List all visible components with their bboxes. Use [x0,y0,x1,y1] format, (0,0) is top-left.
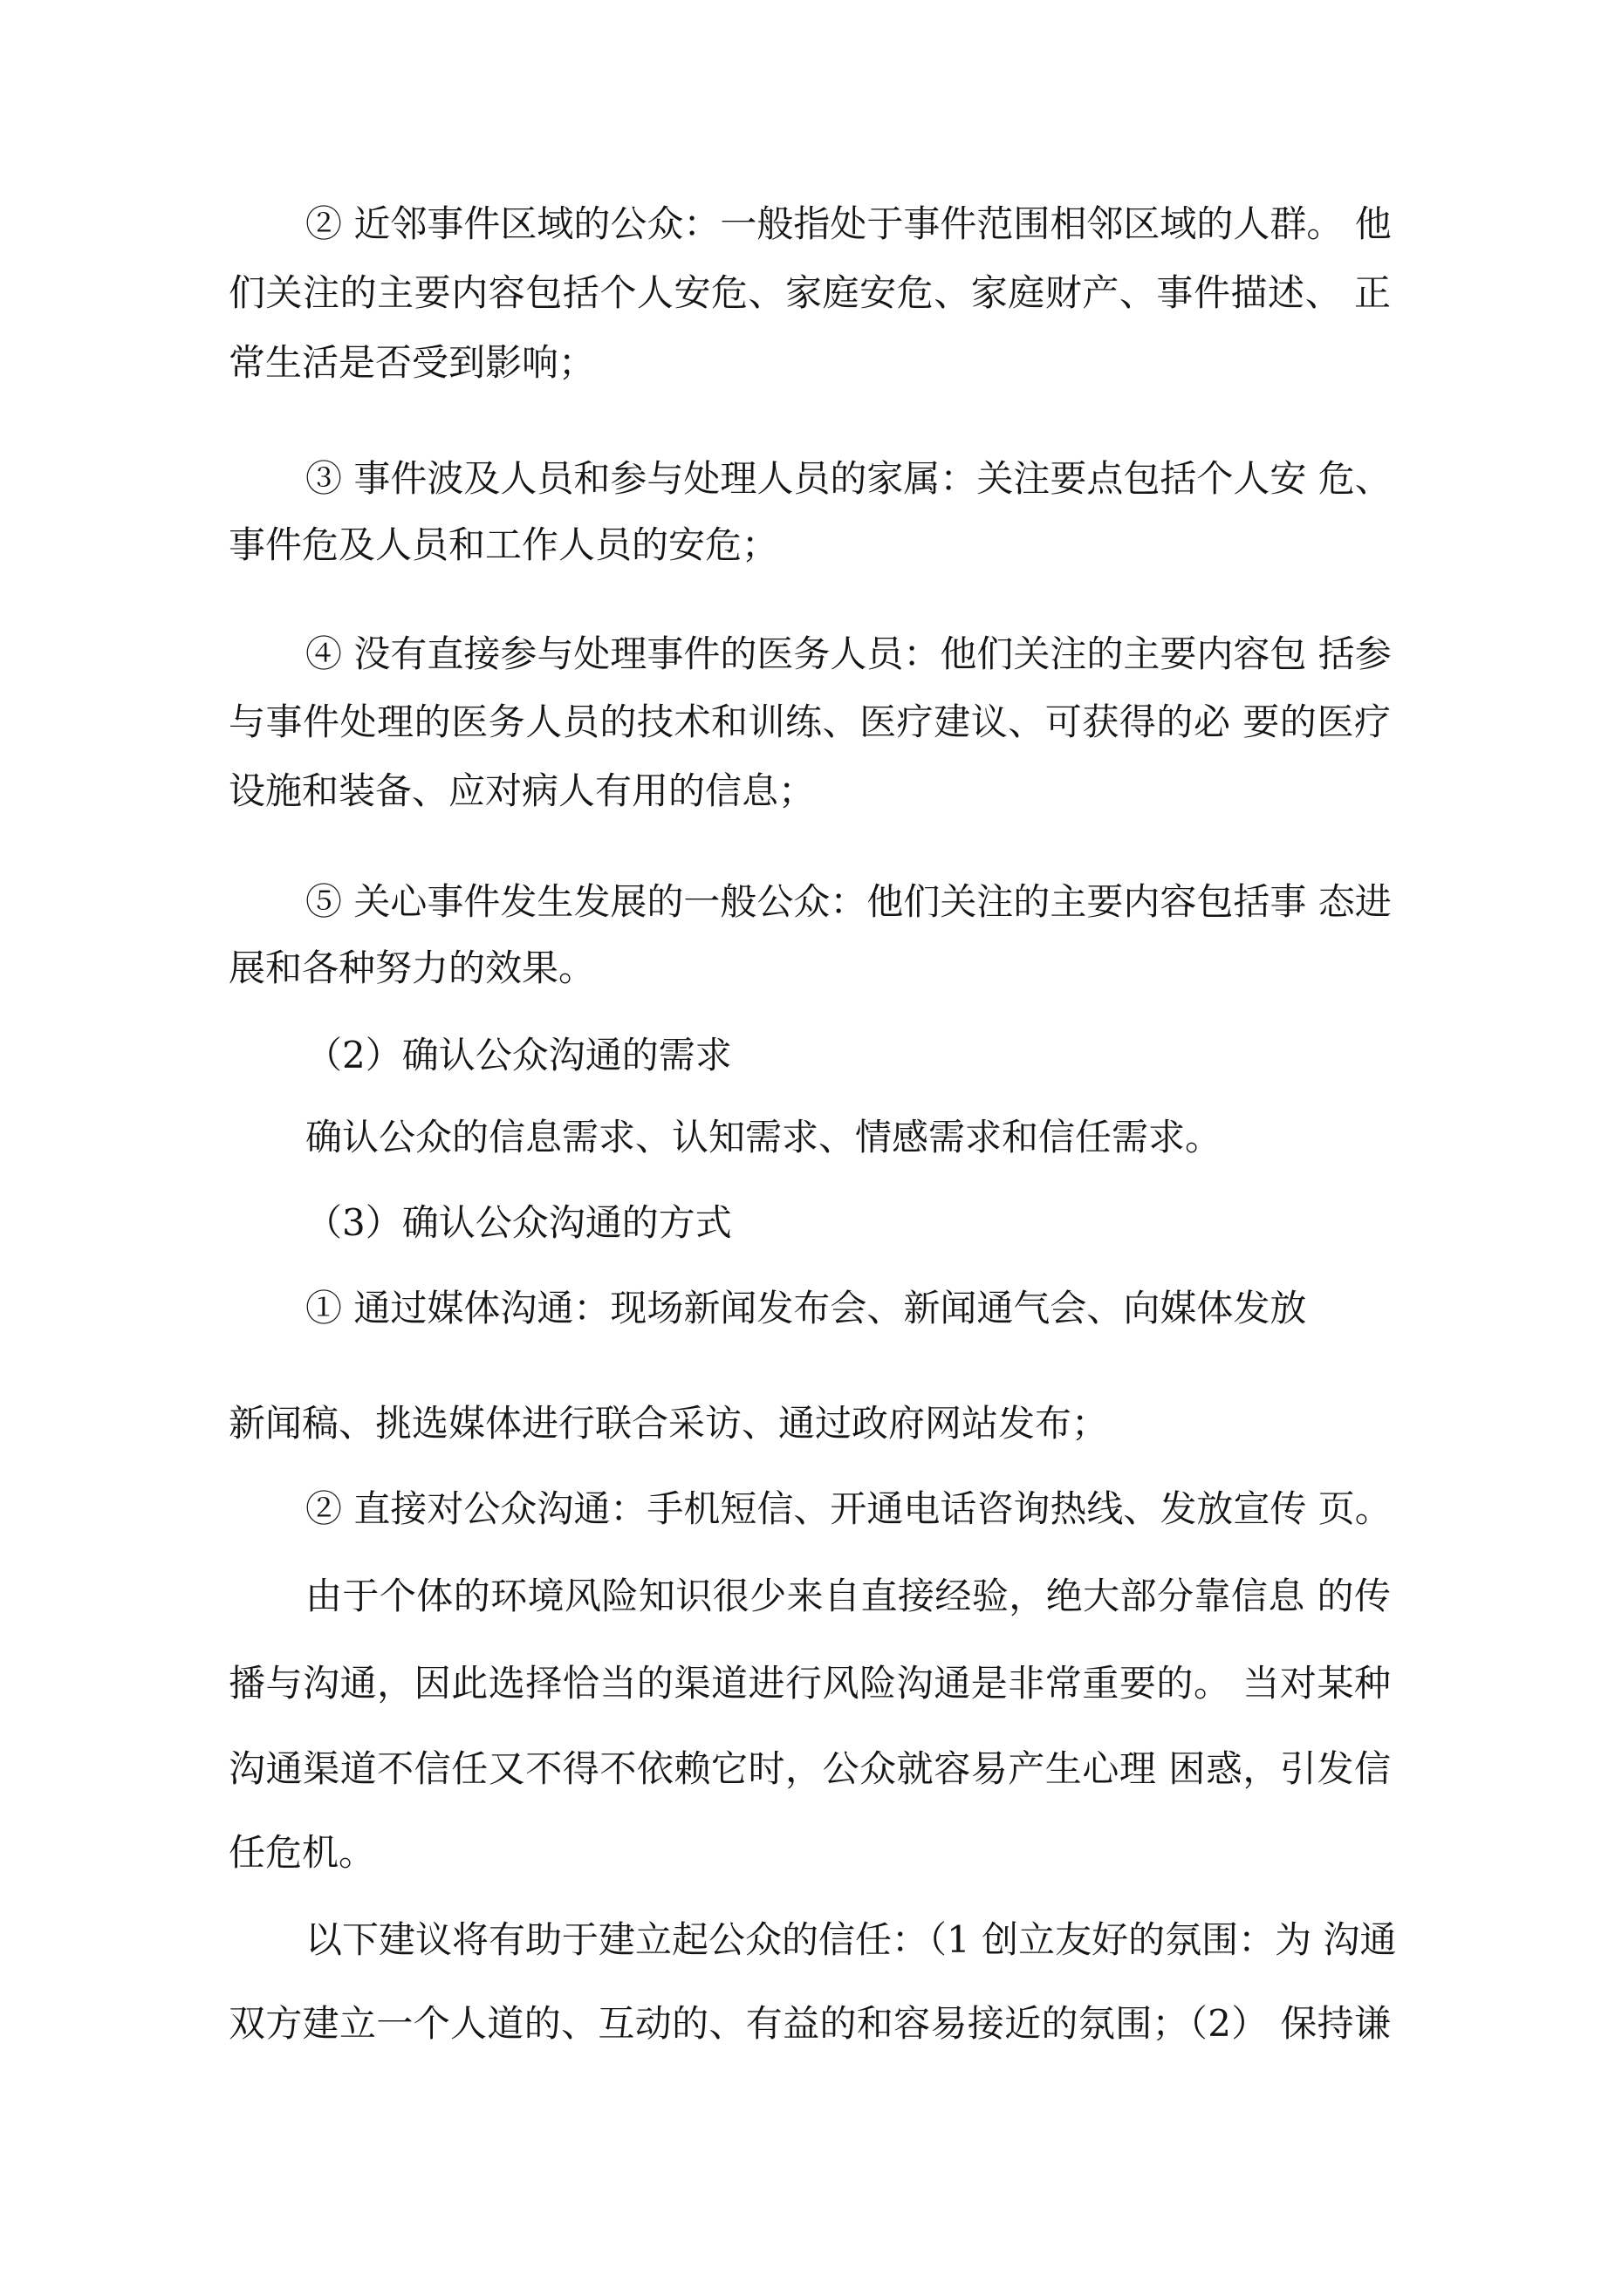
text-line: ① 通过媒体沟通：现场新闻发布会、新闻通气会、向媒体发放 [305,1287,1307,1329]
text-line: 以下建议将有助于建立起公众的信任：（1 创立友好的氛围：为 沟通 [305,1918,1397,1961]
text-line: 们关注的主要内容包括个人安危、家庭安危、家庭财产、事件描述、 正 [229,271,1391,314]
text-line: 常生活是否受到影响； [229,341,596,384]
text-line: ⑤ 关心事件发生发展的一般公众：他们关注的主要内容包括事 态进 [305,880,1392,923]
text-line: 新闻稿、挑选媒体进行联合采访、通过政府网站发布； [229,1402,1109,1445]
text-line: 任危机。 [229,1831,376,1874]
text-line: ④ 没有直接参与处理事件的医务人员：他们关注的主要内容包 括参 [305,632,1392,675]
text-line: 事件危及人员和工作人员的安危； [229,523,779,566]
text-line: 确认公众的信息需求、认知需求、情感需求和信任需求。 [305,1116,1222,1158]
text-line: （2）确认公众沟通的需求 [305,1034,732,1076]
text-line: 播与沟通，因此选择恰当的渠道进行风险沟通是非常重要的。 当对某种 [229,1662,1391,1705]
text-line: （3）确认公众沟通的方式 [305,1201,732,1244]
text-line: ③ 事件波及人员和参与处理人员的家属：关注要点包括个人安 危、 [305,457,1392,500]
text-line: ② 近邻事件区域的公众：一般指处于事件范围相邻区域的人群。 他 [305,202,1392,245]
text-line: ② 直接对公众沟通：手机短信、开通电话咨询热线、发放宣传 页。 [305,1487,1392,1530]
text-line: 由于个体的环境风险知识很少来自直接经验，绝大部分靠信息 的传 [305,1575,1391,1617]
text-line: 沟通渠道不信任又不得不依赖它时，公众就容易产生心理 困惑，引发信 [229,1747,1391,1790]
text-line: 设施和装备、应对病人有用的信息； [229,769,816,812]
text-line: 双方建立一个人道的、互动的、有益的和容易接近的氛围；（2） 保持谦 [229,2002,1391,2045]
text-line: 与事件处理的医务人员的技术和训练、医疗建议、可获得的必 要的医疗 [229,700,1391,743]
text-line: 展和各种努力的效果。 [229,946,596,989]
